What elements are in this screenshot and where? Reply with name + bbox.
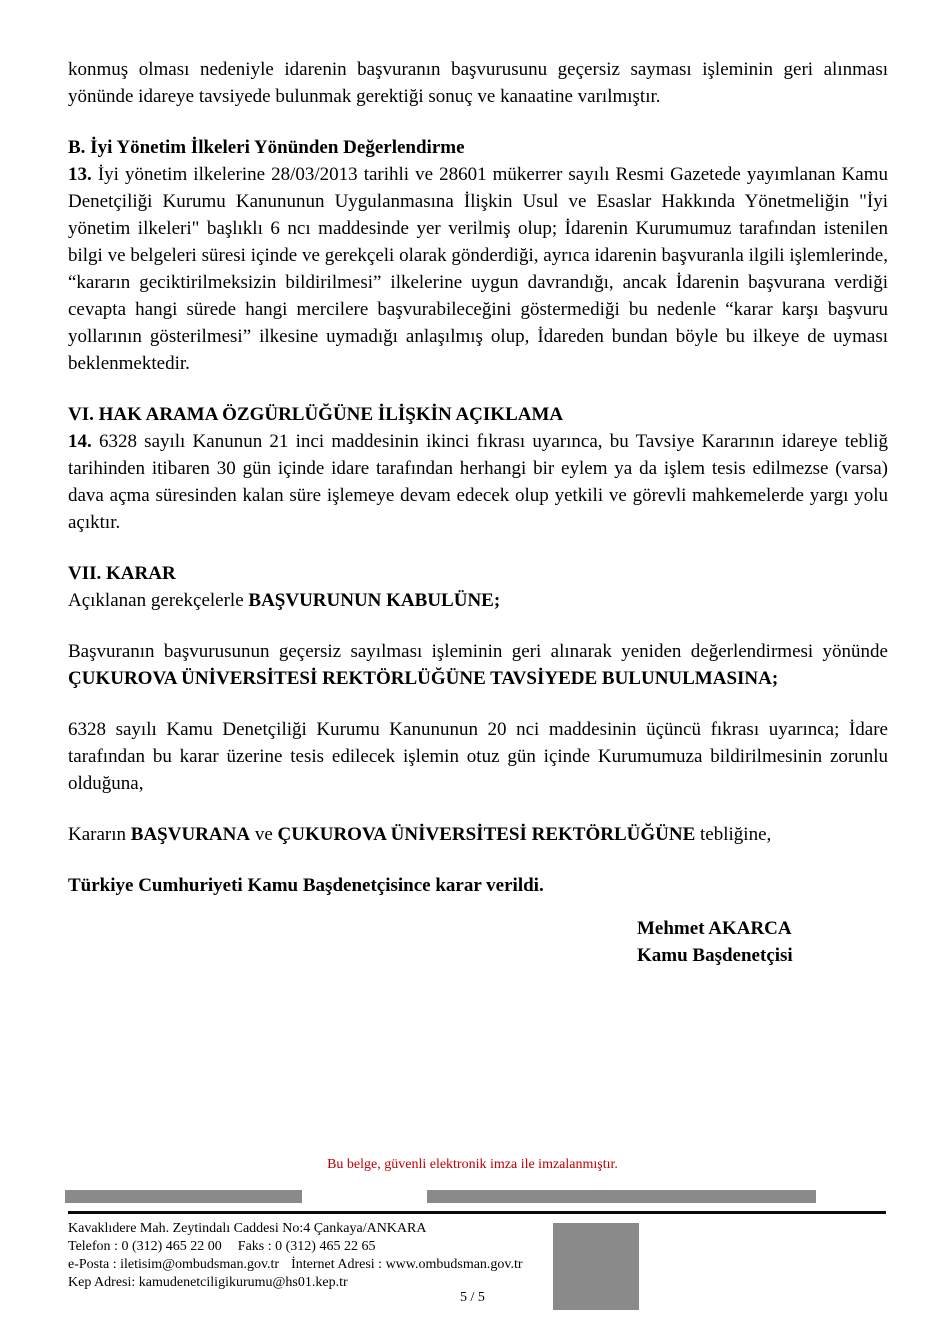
section-b-heading: B. İyi Yönetim İlkeleri Yönünden Değerlendirme	[68, 137, 465, 158]
footer-address: Kavaklıdere Mah. Zeytindalı Caddesi No:4 Çankaya/ANKARA	[68, 1221, 427, 1236]
redaction-bar-right	[427, 1190, 816, 1203]
footer-kep: Kep Adresi: kamudenetciligikurumu@hs01.kep.tr	[68, 1275, 348, 1290]
footer-internet: İnternet Adresi : www.ombudsman.gov.tr	[291, 1257, 523, 1272]
teblig-line	[68, 821, 888, 848]
footer-eposta: e-Posta : iletisim@ombudsman.gov.tr	[68, 1257, 280, 1272]
signature-block	[637, 915, 888, 969]
footer-rule	[68, 1211, 886, 1214]
recommendation-prefix: Başvuranın başvurusunun geçersiz sayılması işleminin geri alınarak yeniden değerlendirmesi yönünde	[68, 641, 888, 662]
item-13-text: İyi yönetim ilkelerine 28/03/2013 tarihli ve 28601 mükerrer sayılı Resmi Gazetede yayımlanan Kamu Denetçiliği Kurumu Kanununun Uygulanmasına İlişkin Usul ve Esaslar Hakkında Yönetmeliğin "İyi yönetim ilkeleri" başlıklı 6 ncı maddesinde yer verilmiş olup; İdarenin Kurumumuz tarafından istenilen bilgi ve belgeleri süresi içinde ve gerekçeli olarak gönderdiği, ayrıca idarenin başvuranla ilgili işlemlerinde, “kararın geciktirilmeksizin bildirilmesi” ilkelerine uygun davrandığı, ancak İdarenin başvurana verdiği cevapta hangi sürede hangi mercilere başvurabileceğini göstermediği bu nedenle “karar karşı başvuru yollarının gösterilmesi” ilkesine uymadığı anlaşılmış olup, İdareden bundan böyle bu ilkeye de uyması beklenmektedir.	[68, 164, 888, 374]
decision-prefix: Açıklanan gerekçelerle	[68, 590, 249, 611]
item-14-text: 6328 sayılı Kanunun 21 inci maddesinin ikinci fıkrası uyarınca, bu Tavsiye Kararının idareye tebliğ tarihinden itibaren 30 gün içinde idare tarafından herhangi bir eylem ya da işlem tesis edilmezse (varsa) dava açma süresinden kalan süre işlemeye devam edecek olup yetkili ve görevli mahkemelerde yargı yolu açıktır.	[68, 431, 889, 533]
teblig-bold-rektorluk: ÇUKUROVA ÜNİVERSİTESİ REKTÖRLÜĞÜNE	[277, 824, 696, 845]
final-statement: Türkiye Cumhuriyeti Kamu Başdenetçisince karar verildi.	[68, 875, 544, 896]
notification-paragraph: 6328 sayılı Kamu Denetçiliği Kurumu Kanununun 20 nci maddesinin üçüncü fıkrası uyarınca; İdare tarafından bu karar üzerine tesis edilecek işlemin otuz gün içinde Kurumumuza bildirilmesinin zorunlu olduğuna,	[68, 719, 888, 794]
section-vi-item-14	[68, 428, 888, 536]
teblig-middle: ve	[250, 824, 278, 845]
section-vi-heading: VI. HAK ARAMA ÖZGÜRLÜĞÜNE İLİŞKİN AÇIKLAMA	[68, 404, 564, 425]
section-vii-heading: VII. KARAR	[68, 563, 176, 584]
signature-name: Mehmet AKARCA	[637, 918, 792, 939]
recommendation-paragraph	[68, 638, 888, 692]
esign-notice: Bu belge, güvenli elektronik imza ile imzalanmıştır.	[327, 1157, 618, 1172]
decision-bold: BAŞVURUNUN KABULÜNE;	[248, 590, 501, 611]
intro-paragraph: konmuş olması nedeniyle idarenin başvuranın başvurusunu geçersiz sayması işleminin geri alınması yönünde idareye tavsiyede bulunmak gerektiği sonuç ve kanaatine varılmıştır.	[68, 59, 888, 107]
page-number: 5 / 5	[460, 1290, 485, 1305]
redaction-bar-left	[65, 1190, 302, 1203]
footer-faks: Faks : 0 (312) 465 22 65	[237, 1239, 376, 1254]
teblig-prefix: Kararın	[68, 824, 131, 845]
footer-phone-line	[68, 1238, 548, 1256]
item-14-number: 14.	[68, 431, 92, 452]
document-body	[68, 56, 888, 969]
section-b-item-13	[68, 161, 888, 377]
teblig-bold-basvurana: BAŞVURANA	[130, 824, 251, 845]
footer-email-line	[68, 1256, 548, 1274]
item-13-number: 13.	[68, 164, 92, 185]
signature-title: Kamu Başdenetçisi	[637, 945, 793, 966]
footer-contact	[68, 1220, 548, 1292]
recommendation-bold: ÇUKUROVA ÜNİVERSİTESİ REKTÖRLÜĞÜNE TAVSİYEDE BULUNULMASINA;	[68, 668, 779, 689]
footer-telefon: Telefon : 0 (312) 465 22 00	[68, 1239, 222, 1254]
decision-line	[68, 587, 888, 614]
teblig-suffix: tebliğine,	[695, 824, 772, 845]
